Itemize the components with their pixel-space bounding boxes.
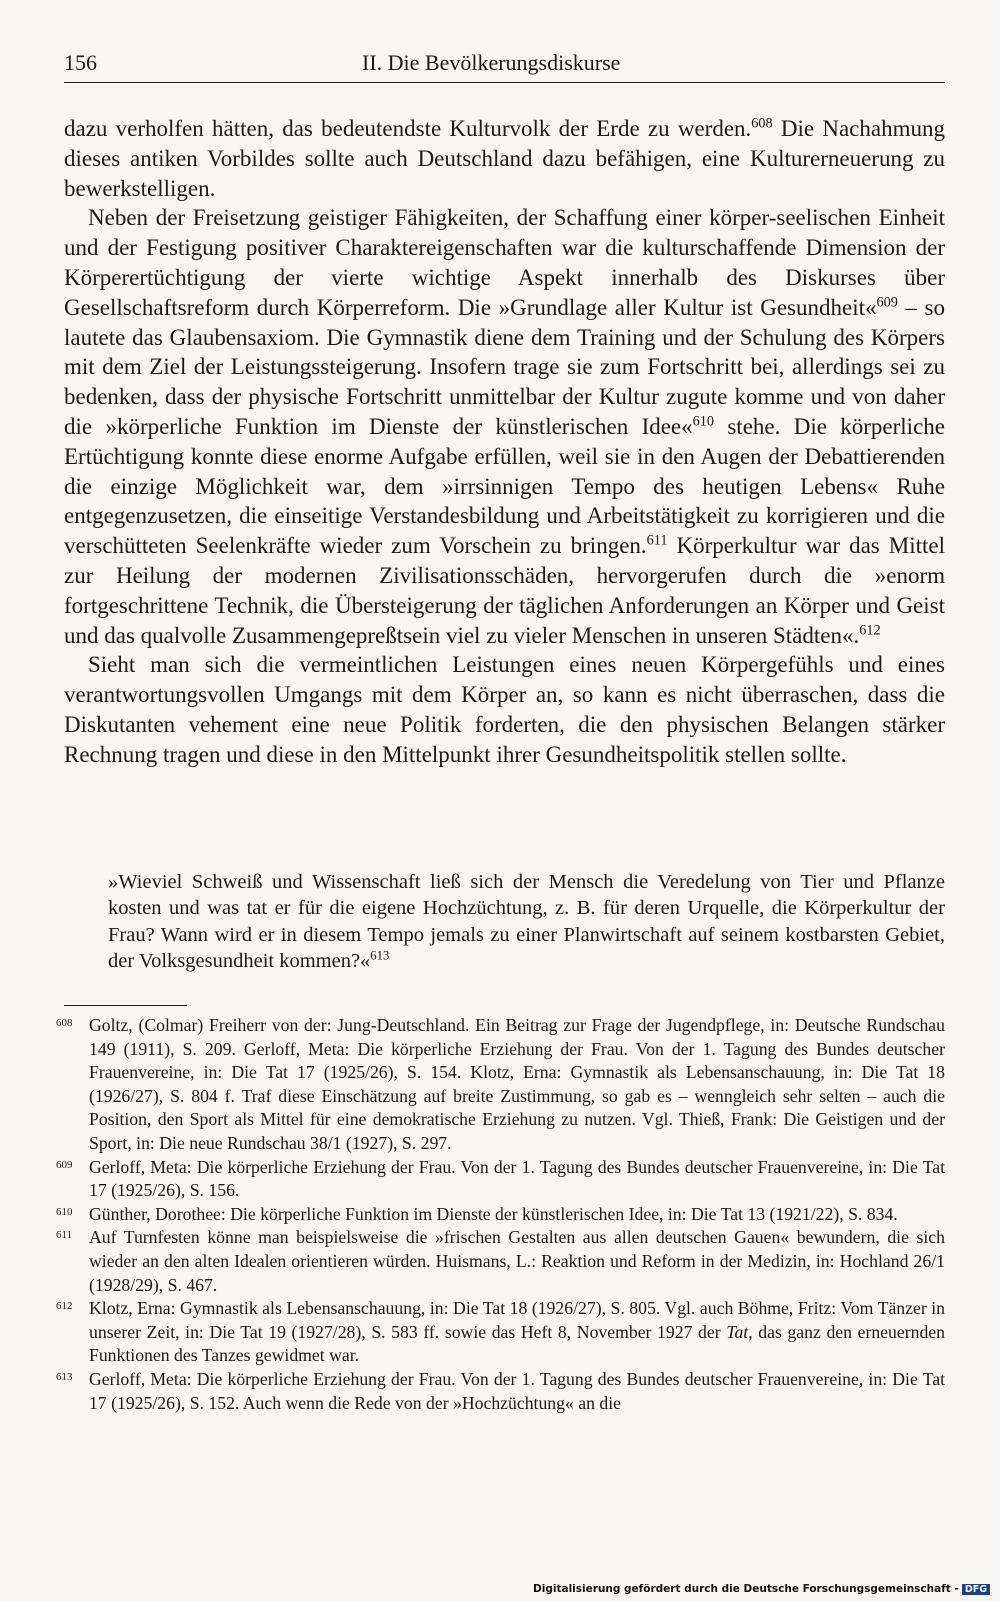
digitization-credit (533, 1583, 990, 1595)
footnote-text: Gerloff, Meta: Die körperliche Erziehung der Frau. Von der 1. Tagung des Bundes deutscher Frauenvereine, in: Die Tat 17 (1925/26), S. 152. Auch wenn die Rede von der »Hochzüchtung« an die (89, 1368, 945, 1413)
text-run: Die Nachahmung dieses antiken Vorbildes sollte auch Deutschland dazu befähigen, eine Kulturerneuerung zu bewerkstelligen. (64, 116, 945, 201)
footnote-italic-title: Tat (726, 1321, 749, 1342)
footnote-number: 613 (56, 1370, 73, 1383)
footnote-ref-610[interactable]: 610 (692, 413, 715, 430)
body-text (64, 114, 945, 770)
quote-text: »Wieviel Schweiß und Wissenschaft ließ sich der Mensch die Veredelung von Tier und Pflanze kosten und was tat er für die eigene Hochzüchtung, z. B. für deren Urquelle, die Körperkultur der Frau? Wann wird er in diesem Tempo jemals zu einer Planwirtschaft auf seinem kostbarsten Gebiet, der Volksgesundheit kommen?« (108, 871, 945, 972)
credit-text: Digitalisierung gefördert durch die Deutsche Forschungsgemeinschaft - (533, 1583, 959, 1595)
footnote-text: , das ganz den erneuernden Funktionen des Tanzes gewidmet war. (89, 1321, 946, 1366)
footnote-text: Auf Turnfesten könne man beispielsweise die »frischen Gestalten aus allen deutschen Gauen« bewundern, die sich wieder an den alten Idealen orientieren würden. Huismans, L.: Reaktion und Reform in der Medizin, in: Hochland 26/1 (1928/29), S. 467. (89, 1227, 945, 1295)
footnote-ref-608[interactable]: 608 (751, 115, 773, 132)
footnote-number: 608 (56, 1017, 73, 1029)
footnote-text: Gerloff, Meta: Die körperliche Erziehung der Frau. Von der 1. Tagung des Bundes deutscher Frauenvereine, in: Die Tat 17 (1925/26), S. 156. (89, 1156, 945, 1201)
footnotes (56, 1014, 945, 1415)
paragraph-1 (64, 114, 945, 203)
dfg-logo-icon: DFG (962, 1584, 990, 1595)
footnote-number: 611 (56, 1229, 73, 1242)
text-run: Neben der Freisetzung geistiger Fähigkeiten, der Schaffung einer körper-seelischen Einheit und der Festigung positiver Charaktereigenschaften war die kulturschaffende Dimension der Körperertüchtigung der vierte wichtige Aspekt innerhalb des Diskurses über Gesellschaftsreform durch Körperreform. Die »Grundlage aller Kultur ist Gesundheit« (64, 205, 945, 320)
text-run: Körperkultur war das Mittel zur Heilung der modernen Zivilisationsschäden, hervorgerufen durch die »enorm fortgeschrittene Technik, die Übersteigerung der täglichen Anforderungen an Körper und Geist und das qualvolle Zusammengepreßtsein viel zu vieler Menschen in unseren Städten«. (64, 533, 945, 648)
footnote-text: Günther, Dorothee: Die körperliche Funktion im Dienste der künstlerischen Idee, in: Die Tat 13 (1921/22), S. 834. (89, 1203, 898, 1224)
footnote-ref-611[interactable]: 611 (646, 532, 668, 549)
paragraph-2 (64, 203, 945, 650)
footnote (56, 1203, 945, 1227)
footnote-ref-613[interactable]: 613 (370, 948, 390, 963)
footnote (56, 1156, 945, 1203)
footnote (56, 1297, 945, 1368)
footnote-text: Goltz, (Colmar) Freiherr von der: Jung-Deutschland. Ein Beitrag zur Frage der Jugendpflege, in: Deutsche Rundschau 149 (1911), S. 209. Gerloff, Meta: Die körperliche Erziehung der Frau. Von der 1. Tagung des Bundes deutscher Frauenvereine, in: Die Tat 17 (1925/26), S. 154. Klotz, Erna: Gymnastik als Lebensanschauung, in: Die Tat 18 (1926/27), S. 804 f. Traf diese Einschätzung auf breite Zustimmung, so gab es – wenngleich sehr selten – auch die Position, den Sport als Mittel für eine demokratische Erziehung zu nutzen. Vgl. Thieß, Frank: Die Geistigen und der Sport, in: Die neue Rundschau 38/1 (1927), S. 297. (89, 1015, 945, 1153)
footnote-number: 609 (56, 1158, 73, 1171)
footnote-number: 610 (56, 1205, 73, 1218)
footnote-text: Klotz, Erna: Gymnastik als Lebensanschauung, in: Die Tat 18 (1926/27), S. 805. Vgl. auch Böhme, Fritz: Vom Tänzer in unserer Zeit, in: Die Tat 19 (1927/28), S. 583 ff. sowie das Heft 8, November 1927 der (89, 1298, 945, 1342)
paragraph-3: Sieht man sich die vermeintlichen Leistungen eines neuen Körpergefühls und eines verantwortungsvollen Umgangs mit dem Körper an, so kann es nicht überraschen, dass die Diskutanten vehement eine neue Politik forderten, die den physischen Belangen stärker Rechnung tragen und diese in den Mittelpunkt ihrer Gesundheitspolitik stellen sollte. (64, 652, 945, 767)
page-header (64, 48, 945, 83)
footnote (56, 1226, 945, 1297)
text-run: – so lautete das Glaubensaxiom. Die Gymnastik diene dem Training und der Schulung des Körpers mit dem Ziel der Leistungssteigerung. Insofern trage sie zum Fortschritt bei, allerdings sei zu bedenken, dass der physische Fortschritt unmittelbar der Kultur zugute komme und von daher die »körperliche Funktion im Dienste der künstlerischen Idee« (64, 294, 946, 439)
footnote-separator (64, 1005, 187, 1006)
footnote-number: 612 (56, 1300, 73, 1313)
footnote-ref-609[interactable]: 609 (876, 294, 898, 311)
running-title: II. Die Bevölkerungsdiskurse (362, 50, 621, 75)
footnote-ref-612[interactable]: 612 (859, 622, 881, 638)
footnote (56, 1014, 945, 1156)
block-quote (108, 869, 945, 974)
text-run: stehe. Die körperliche Ertüchtigung konnte diese enorme Aufgabe erfüllen, weil sie in den Augen der Debattierenden die einzige Möglichkeit war, dem »irrsinnigen Tempo des heutigen Lebens« Ruhe entgegenzusetzen, die einseitige Verstandesbildung und Arbeitstätigkeit zu korrigieren und die verschütteten Seelenkräfte wieder zum Vorschein zu bringen. (64, 413, 945, 559)
text-run: dazu verholfen hätten, das bedeutendste Kulturvolk der Erde zu werden. (64, 116, 752, 141)
footnote (56, 1368, 945, 1415)
page-number: 156 (64, 50, 97, 75)
